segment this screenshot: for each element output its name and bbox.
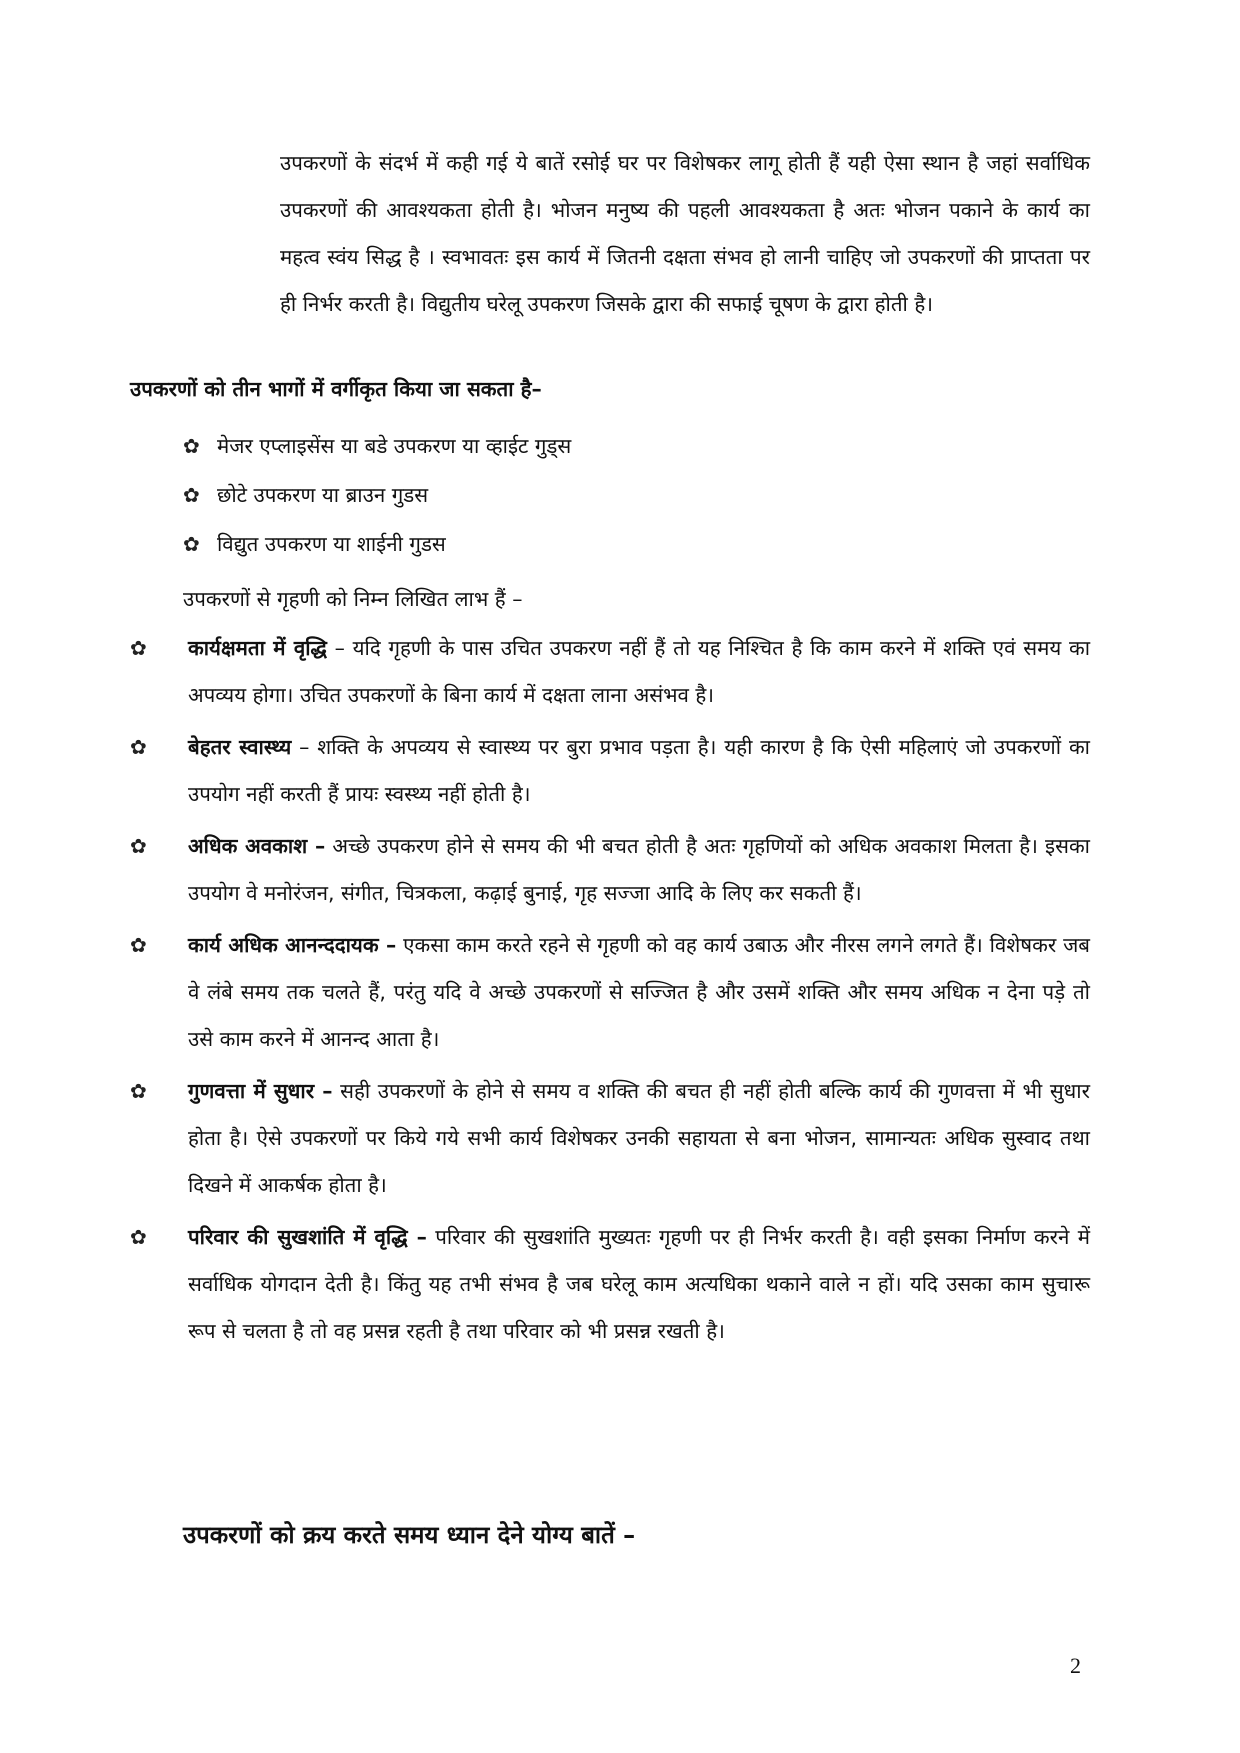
flower-bullet-icon: ✿ [183,433,200,458]
benefit-title: गुणवत्ता में सुधार – [188,1079,333,1103]
categories-heading: उपकरणों को तीन भागों में वर्गीकृत किया जा सकता है– [130,377,542,401]
flower-bullet-icon: ✿ [130,735,147,759]
benefit-title: अधिक अवकाश – [188,834,326,858]
benefit-item [130,823,1090,917]
category-item [183,519,571,568]
benefit-paragraph [188,823,1090,917]
flower-bullet-icon: ✿ [130,1079,147,1103]
benefit-paragraph [188,625,1090,719]
categories-list [183,421,571,568]
benefit-title: कार्यक्षमता में वृद्धि [188,636,327,660]
benefits-list [130,625,1090,1360]
benefit-text: सही उपकरणों के होने से समय व शक्ति की बचत ही नहीं होती बल्कि कार्य की गुणवत्ता में भी सुधार होता है। ऐसे उपकरणों पर किये गये सभी कार्य विशेषकर उनकी सहायता से बना भोजन, सामान्यतः अधिक सुस्वाद तथा दिखने में आकर्षक होता है। [188,1079,1090,1197]
flower-bullet-icon: ✿ [130,636,147,660]
flower-bullet-icon: ✿ [130,933,147,957]
benefit-title: कार्य अधिक आनन्ददायक – [188,933,397,957]
flower-bullet-icon: ✿ [130,834,147,858]
benefit-item [130,625,1090,719]
category-item [183,470,571,519]
benefit-text: अच्छे उपकरण होने से समय की भी बचत होती है अतः गृहणियों को अधिक अवकाश मिलता है। इसका उपयोग वे मनोरंजन, संगीत, चित्रकला, कढ़ाई बुनाई, गृह सज्जा आदि के लिए कर सकती हैं। [188,834,1090,905]
benefit-item [130,1068,1090,1209]
benefit-paragraph [188,724,1090,818]
intro-paragraph: उपकरणों के संदर्भ में कही गई ये बातें रसोई घर पर विशेषकर लागू होती हैं यही ऐसा स्थान है जहां सर्वाधिक उपकरणों की आवश्यकता होती है। भोजन मनुष्य की पहली आवश्यकता है अतः भोजन पकाने के कार्य का महत्व स्वंय सिद्ध है । स्वभावतः इस कार्य में जितनी दक्षता संभव हो लानी चाहिए जो उपकरणों की प्राप्तता पर ही निर्भर करती है। विद्युतीय घरेलू उपकरण जिसके द्वारा की सफाई चूषण के द्वारा होती है। [280,151,1090,316]
category-label: छोटे उपकरण या ब्राउन गुडस [217,482,429,507]
benefit-title: बेहतर स्वास्थ्य [188,735,292,759]
benefit-paragraph [188,1068,1090,1209]
benefit-text: एकसा काम करते रहने से गृहणी को वह कार्य उबाऊ और नीरस लगने लगते हैं। विशेषकर जब वे लंबे समय तक चलते हैं, परंतु यदि वे अच्छे उपकरणों से सज्जित है और उसमें शक्ति और समय अधिक न देना पड़े तो उसे काम करने में आनन्द आता है। [188,933,1091,1051]
category-label: विद्युत उपकरण या शाईनी गुडस [217,531,446,556]
benefit-text: – यदि गृहणी के पास उचित उपकरण नहीं हैं तो यह निश्चित है कि काम करने में शक्ति एवं समय का अपव्यय होगा। उचित उपकरणों के बिना कार्य में दक्षता लाना असंभव है। [188,636,1090,707]
category-label: मेजर एप्लाइसेंस या बडे उपकरण या व्हाईट गुड्स [217,433,572,458]
flower-bullet-icon: ✿ [183,482,200,507]
page-number: 2 [1070,1653,1081,1678]
benefit-paragraph [188,1214,1090,1355]
benefit-item [130,922,1090,1063]
benefit-paragraph [188,922,1090,1063]
purchase-heading: उपकरणों को क्रय करते समय ध्यान देने योग्य बातें – [183,1521,636,1549]
benefit-text: – शक्ति के अपव्यय से स्वास्थ्य पर बुरा प्रभाव पड़ता है। यही कारण है कि ऐसी महिलाएं जो उपकरणों का उपयोग नहीं करती हैं प्रायः स्वस्थ्य नहीं होती है। [188,735,1090,806]
benefit-text: परिवार की सुखशांति मुख्यतः गृहणी पर ही निर्भर करती है। वही इसका निर्माण करने में सर्वाधिक योगदान देती है। किंतु यह तभी संभव है जब घरेलू काम अत्यधिका थकाने वाले न हों। यदि उसका काम सुचारू रूप से चलता है तो वह प्रसन्न रहती है तथा परिवार को भी प्रसन्न रखती है। [188,1225,1090,1343]
benefits-lead: उपकरणों से गृहणी को निम्न लिखित लाभ हैं – [183,587,523,611]
flower-bullet-icon: ✿ [183,531,200,556]
benefit-item [130,1214,1090,1355]
flower-bullet-icon: ✿ [130,1225,147,1249]
benefit-title: परिवार की सुखशांति में वृद्धि – [188,1225,427,1249]
category-item [183,421,571,470]
benefit-item [130,724,1090,818]
